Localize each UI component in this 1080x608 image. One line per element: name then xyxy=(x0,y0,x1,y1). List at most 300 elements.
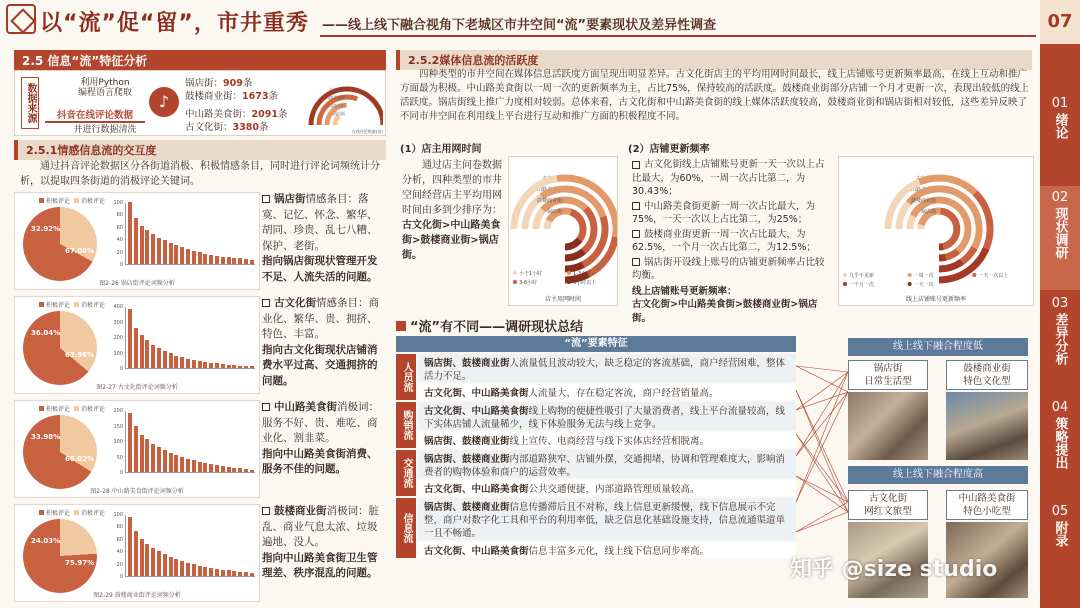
y-tick-label: 50 xyxy=(116,454,123,461)
legend-label: 消极评论 xyxy=(81,510,106,517)
row-lead: 古文化街、中山路美食街 xyxy=(424,406,529,417)
radial-axis-label: 在线评论数量(条) xyxy=(351,129,383,134)
radial-segment xyxy=(939,262,962,269)
sub1-text: 通过店主问卷数据分析，四种类型的市井空间经营店主平均用网时间由多到少排序为： xyxy=(402,160,502,216)
y-tick-label: 400 xyxy=(113,304,123,310)
frequency-bar xyxy=(180,457,184,472)
chart-caption: 店主用网时间 xyxy=(544,296,582,303)
pie-positive-label: 67.08% xyxy=(65,247,95,255)
frequency-bar xyxy=(169,453,173,472)
chart-legend xyxy=(35,196,105,205)
frequency-bar xyxy=(169,353,173,368)
checkbox-icon xyxy=(262,403,270,411)
legend-swatch xyxy=(39,406,44,411)
page-subtitle: ——线上线下融合视角下老城区市井空间“流”要素现状及差异性调查 xyxy=(322,18,717,33)
frequency-bar xyxy=(174,356,178,368)
frequency-bar xyxy=(180,357,184,368)
type-name: 古文化街 xyxy=(868,493,907,504)
legend-dot xyxy=(908,282,912,286)
frequency-bar xyxy=(238,258,242,264)
connector-line xyxy=(796,366,848,372)
table-row xyxy=(418,354,796,382)
radial-segment xyxy=(565,265,583,269)
radial-segment xyxy=(946,251,958,257)
legend-dot xyxy=(972,273,976,277)
radial-label: 锅店街 xyxy=(546,209,562,215)
nav-item-strategy[interactable] xyxy=(1040,400,1080,469)
radial-label: 古文化街 xyxy=(915,176,936,182)
method-line2: 编程语言爬取 xyxy=(77,88,132,98)
frequency-bar xyxy=(198,252,202,264)
frequency-bar xyxy=(192,460,196,472)
checkbox-icon xyxy=(262,299,270,307)
y-tick-label: 40 xyxy=(116,549,123,556)
y-tick-label: 80 xyxy=(116,212,123,219)
row-text: 信息丰富多元化，线上线下信息同步率高。 xyxy=(528,546,710,557)
legend-label: 小于1小时 xyxy=(519,271,543,277)
header-divider xyxy=(320,35,1036,37)
subsection-heading: 2.5.1情感信息流的交互度 xyxy=(14,140,386,160)
y-tick-label: 40 xyxy=(116,237,123,244)
radial-bar xyxy=(335,116,339,125)
legend-dot xyxy=(843,282,847,286)
row-lead: 古文化街、中山路美食街 xyxy=(424,546,529,557)
watermark: 知乎 @size studio xyxy=(790,557,998,582)
frequency-bar xyxy=(209,363,213,368)
frequency-bar xyxy=(244,572,248,576)
legend-label: 6小时以上 xyxy=(573,280,597,286)
legend-label: 积极评论 xyxy=(46,510,71,517)
frequency-bar xyxy=(250,573,254,576)
row-text: 内部道路狭窄、店铺外摆，交通拥堵，协调和管理难度大，影响消费者的购物体验和商户的运营效率。 xyxy=(424,454,786,478)
row-lead: 古文化街、中山路美食街 xyxy=(424,484,529,495)
count-name: 鼓楼商业街 xyxy=(185,91,233,102)
frequency-bar xyxy=(215,569,219,576)
chart-legend xyxy=(35,404,105,413)
nav-item-analysis[interactable] xyxy=(1040,296,1080,365)
frequency-bar xyxy=(238,366,242,368)
nav-item-survey[interactable] xyxy=(1040,186,1080,290)
table-row xyxy=(418,384,796,400)
type-tag xyxy=(946,490,1028,520)
legend-dot xyxy=(567,271,571,275)
bullet-text: 锅店街开设线上账号的店铺更新频率占比较均衡。 xyxy=(632,256,825,281)
type-kind: 网红文旅型 xyxy=(864,506,912,517)
bullet-text: 鼓楼商业街更新一周一次占比最大，为62.5%，一个月一次占比第二，为12.5%； xyxy=(632,228,816,253)
type-kind: 特色文化型 xyxy=(963,376,1011,387)
frequency-bar xyxy=(163,450,167,472)
frequency-bar xyxy=(128,309,132,368)
legend-label: 消极评论 xyxy=(81,302,106,309)
street-name: 锅店街 xyxy=(274,193,306,205)
street-description xyxy=(262,296,386,389)
sentiment-pie xyxy=(23,207,97,281)
frequency-bar xyxy=(250,470,254,473)
category-label: 购销流 xyxy=(401,410,412,440)
frequency-bar xyxy=(157,238,161,264)
radial-segment xyxy=(921,225,922,229)
connector-line xyxy=(796,392,848,410)
legend-label: 一天一次 xyxy=(913,282,934,288)
frequency-bar xyxy=(232,468,236,472)
frequency-bar xyxy=(227,365,231,368)
row-lead: 锅店街、鼓楼商业街 xyxy=(424,358,510,369)
street-photo xyxy=(946,392,1028,460)
frequency-bar xyxy=(244,259,248,264)
radial-label: 鼓楼商业街 xyxy=(910,198,936,204)
summary-title: “流”有不同——调研现状总结 xyxy=(410,320,584,335)
table-row xyxy=(418,480,796,496)
nav-item-appendix[interactable] xyxy=(1040,504,1080,547)
nav-label: 绪论 xyxy=(1052,113,1068,139)
street-conclusion: 指向锅店街现状管理开发不足、人流失活的问题。 xyxy=(262,255,378,283)
legend-dot xyxy=(567,280,571,284)
legend-label: 1-3小时 xyxy=(573,271,592,277)
connector-line xyxy=(796,512,848,532)
radial-segment xyxy=(940,211,956,246)
radial-label: 中山路美食街 xyxy=(531,187,562,193)
connector-line xyxy=(796,476,848,502)
legend-dot xyxy=(513,280,517,284)
frequency-bar xyxy=(215,363,219,368)
street-name: 中山路美食街 xyxy=(274,401,337,413)
frequency-bar xyxy=(203,463,207,472)
checkbox-icon xyxy=(262,507,270,515)
row-text: 信息传播滞后且不对称，线上信息更新缓慢，线下信息展示不完整，商户对数字化工具和平台的利用率低，缺乏信息化基础设施支持，信息流通渠道单一且不畅通。 xyxy=(424,502,786,539)
frequency-bar xyxy=(192,251,196,264)
row-text: 人流量大，存在稳定客流，商户经营销量高。 xyxy=(528,388,719,399)
frequency-bar xyxy=(128,517,132,576)
frequency-bar xyxy=(192,360,196,368)
legend-swatch xyxy=(39,302,44,307)
figure-caption: 图2-27 古文化街评论词频分析 xyxy=(96,384,178,391)
bullet-item xyxy=(632,200,832,227)
street-name: 鼓楼商业街 xyxy=(274,505,327,517)
frequency-bar xyxy=(250,366,254,368)
count-value: 3380 xyxy=(232,122,259,133)
bar-plot-area xyxy=(125,515,255,577)
radial-segment xyxy=(536,210,543,229)
radial-segment xyxy=(939,257,946,258)
street-description xyxy=(262,192,386,285)
sub1-text-block xyxy=(402,158,506,263)
pie-negative-label: 32.92% xyxy=(31,225,61,233)
bullet-item xyxy=(632,158,832,199)
street-chart xyxy=(14,400,260,498)
street-conclusion: 指向古文化街现状店铺消费水平过高、交通拥挤的问题。 xyxy=(262,343,378,387)
y-tick-label: 200 xyxy=(113,408,123,414)
count-unit: 条 xyxy=(277,109,288,120)
count-unit: 条 xyxy=(242,78,253,89)
frequency-bar xyxy=(186,359,190,368)
count-name: 锅店街 xyxy=(185,78,214,89)
category-cell xyxy=(396,402,416,448)
frequency-bar xyxy=(215,465,219,472)
row-lead: 锅店街、鼓楼商业街 xyxy=(424,436,510,447)
radial-segment xyxy=(565,251,584,258)
legend-swatch xyxy=(39,198,44,203)
legend-swatch xyxy=(74,406,79,411)
count-value: 2091 xyxy=(251,109,278,120)
y-tick-label: 100 xyxy=(113,350,123,357)
radial-segment xyxy=(939,247,943,248)
y-tick-label: 80 xyxy=(116,524,123,531)
frequency-bar xyxy=(221,570,225,576)
frequency-bar xyxy=(203,254,207,265)
category-label: 人员流 xyxy=(401,362,412,392)
type-tag xyxy=(946,360,1028,390)
street-keywords: 情感条目：商业化、繁华、贵、拥挤、特色、丰富。 xyxy=(262,297,379,340)
frequency-bar xyxy=(180,247,184,264)
legend-label: 一周一次 xyxy=(913,273,934,279)
usage-time-radial-chart xyxy=(509,157,617,305)
nav-number: 04 xyxy=(1051,400,1069,415)
street-conclusion: 指向中山路美食街卫生管理差、秩序混乱的问题。 xyxy=(262,551,378,579)
frequency-bar xyxy=(140,226,144,264)
street-keywords: 消极词：服务不好、贵、难吃、商业化、割韭菜。 xyxy=(262,401,379,444)
nav-label: 差异分析 xyxy=(1052,313,1068,365)
frequency-bar xyxy=(198,462,202,472)
usage-time-chart-panel xyxy=(508,156,618,306)
pie-positive-label: 63.96% xyxy=(65,351,95,359)
frequency-bar xyxy=(140,435,144,472)
count-name: 古文化街 xyxy=(185,122,224,133)
legend-label: 积极评论 xyxy=(46,406,71,413)
chart-legend xyxy=(35,300,105,309)
y-tick-label: 20 xyxy=(116,249,123,256)
frequency-bar xyxy=(209,255,213,264)
pie-positive-label: 75.97% xyxy=(65,559,95,567)
pie-negative-label: 36.04% xyxy=(31,329,61,337)
nav-number: 02 xyxy=(1051,190,1069,205)
checkbox-icon xyxy=(632,202,640,210)
nav-label: 附录 xyxy=(1052,521,1068,547)
row-text: 线上购物的便捷性吸引了大量消费者，线上平台流量较高，线下实体店铺人流量稀少，线下体验服务无法与线上竞争。 xyxy=(424,406,786,430)
frequency-bar xyxy=(198,361,202,368)
radial-label: 锅店街 xyxy=(920,209,936,215)
y-tick-label: 20 xyxy=(116,561,123,568)
count-value: 1673 xyxy=(242,91,269,102)
street-keywords: 情感条目：落寞、记忆、怀念、繁华、胡同、珍贵、乱七八糟、保护、老街。 xyxy=(262,193,378,252)
frequency-bar xyxy=(169,243,173,264)
data-source-panel xyxy=(14,70,386,136)
media-intro-text: 四种类型的市井空间在媒体信息活跃度方面呈现出明显差异。古文化街店主的平均用网时间最长，线上店铺账号更新频率最高，在线上互动和推广方面最为积极。中山路美食街以一周一次的更新频率为主，占比75%，保持较高的活跃度。鼓楼商业街部分店铺一个月才更新一次，表现出较低的线上活跃度。锅店街线上推广力度相对较弱。总体来看，古文化街和中山路美食街的线上媒体活跃度较高，鼓楼商业街和锅店街相对较低，这些差异反映了不同市井空间在利用线上平台进行互动和推广方面的积极程度不同。 xyxy=(400,69,1030,122)
sub2-title: (2）店铺更新频率 xyxy=(628,144,710,155)
bullet-text: 中山路美食街更新一周一次占比最大，为75%，一天一次以上占比第二，为25%； xyxy=(632,200,816,225)
count-name: 中山路美食街 xyxy=(185,109,243,120)
subsection-heading: 2.5.2媒体信息流的活跃度 xyxy=(396,50,1032,70)
frequency-bar xyxy=(203,362,207,368)
connector-line xyxy=(796,434,848,502)
radial-label: 鼓楼商业街 xyxy=(325,103,345,108)
y-tick-label: 0 xyxy=(119,470,123,476)
checkbox-icon xyxy=(632,161,640,169)
update-frequency-chart-panel xyxy=(838,156,1034,306)
low-integration-label: 线上线下融合程度低 xyxy=(848,338,1028,356)
bar-plot-area xyxy=(125,411,255,473)
count-unit: 条 xyxy=(258,122,269,133)
legend-label: 积极评论 xyxy=(46,198,71,205)
checkbox-icon xyxy=(632,258,640,266)
y-tick-label: 0 xyxy=(119,366,123,372)
frequency-bar xyxy=(227,467,231,472)
frequency-bar xyxy=(134,218,138,265)
street-description xyxy=(262,504,386,582)
y-tick-label: 60 xyxy=(116,224,123,231)
type-tag xyxy=(848,490,928,520)
update-frequency-bullets xyxy=(632,158,832,325)
high-integration-label: 线上线下融合程度高 xyxy=(848,466,1028,484)
legend-swatch xyxy=(74,198,79,203)
chapter-sidebar xyxy=(1040,0,1080,608)
frequency-bar xyxy=(186,249,190,264)
street-description xyxy=(262,400,386,478)
frequency-bar xyxy=(128,413,132,472)
frequency-bar xyxy=(186,459,190,472)
y-tick-label: 0 xyxy=(119,262,123,268)
frequency-bar xyxy=(198,566,202,577)
radial-segment xyxy=(565,240,580,247)
frequency-bar xyxy=(221,466,225,472)
nav-item-intro[interactable] xyxy=(1040,96,1080,139)
table-row xyxy=(418,402,796,430)
y-tick-label: 200 xyxy=(113,335,123,341)
sub1-result: 古文化街>中山路美食街>鼓楼商业街>锅店街。 xyxy=(402,220,501,261)
table-row xyxy=(418,542,796,558)
nav-number: 01 xyxy=(1051,96,1069,111)
row-lead: 锅店街、鼓楼商业街 xyxy=(424,454,510,465)
frequency-bar xyxy=(238,468,242,472)
page-header xyxy=(0,0,1040,44)
legend-dot xyxy=(843,273,847,277)
radial-label: 古文化街 xyxy=(541,176,562,182)
frequency-bar xyxy=(151,234,155,264)
table-row xyxy=(418,498,796,540)
street-chart xyxy=(14,192,260,290)
y-tick-label: 60 xyxy=(116,536,123,543)
row-text: 线上宣传、电商经营与线下实体店经营相脱离。 xyxy=(509,436,710,447)
type-kind: 日常生活型 xyxy=(864,376,912,387)
frequency-bar xyxy=(163,351,167,368)
nav-label: 策略提出 xyxy=(1052,417,1068,469)
summary-result: 古文化街>中山路美食街>鼓楼商业街>锅店街。 xyxy=(632,299,818,324)
frequency-bar xyxy=(157,551,161,576)
frequency-bar xyxy=(151,444,155,472)
radial-label: 古文化街 xyxy=(329,87,345,92)
connector-line xyxy=(796,502,848,532)
frequency-bar xyxy=(221,257,225,264)
y-tick-label: 150 xyxy=(113,423,123,430)
frequency-bar xyxy=(238,572,242,576)
comment-counts: 锅店街：909条 鼓楼商业街：1673条 中山路美食街：2091条 古文化街：3380条 xyxy=(185,78,288,133)
radial-label: 中山路美食街 xyxy=(321,95,345,100)
frequency-bar xyxy=(134,531,138,576)
platform-label: 抖音在线评论数据 xyxy=(45,107,145,123)
category-label: 信息流 xyxy=(401,513,412,543)
nav-label: 现状调研 xyxy=(1052,207,1068,259)
comment-count-radial-chart xyxy=(299,73,383,135)
bar-plot-area xyxy=(125,307,255,369)
frequency-bar xyxy=(128,202,132,264)
row-text: 人流量低且波动较大，缺乏稳定的客流基础，商户经营困难，整体活力不足。 xyxy=(424,358,786,382)
table-header: “流”要素特征 xyxy=(396,336,796,352)
square-bullet-icon xyxy=(396,321,406,331)
y-tick-label: 100 xyxy=(113,200,123,206)
type-kind: 特色小吃型 xyxy=(963,506,1011,517)
count-unit: 条 xyxy=(268,91,278,102)
frequency-bar xyxy=(232,571,236,576)
row-lead: 锅店街、鼓楼商业街 xyxy=(424,502,510,513)
frequency-bar xyxy=(244,366,248,368)
legend-dot xyxy=(513,271,517,275)
frequency-bar xyxy=(163,240,167,264)
category-cell xyxy=(396,450,416,496)
street-photo xyxy=(848,392,928,460)
legend-label: 消极评论 xyxy=(81,406,106,413)
table-row xyxy=(418,432,796,448)
nav-number: 03 xyxy=(1051,296,1069,311)
chart-caption: 线上店铺账号更新频率 xyxy=(905,296,967,303)
process-label: 并进行数据清洗 xyxy=(73,125,137,135)
legend-label: 一天一次以上 xyxy=(978,273,1009,279)
summary-label: 线上店铺账号更新频率： xyxy=(632,285,737,297)
bullet-text: 古文化街线上店铺账号更新一天一次以上占比最大，为60%，一周一次占比第二，为30.43%； xyxy=(632,159,825,197)
street-keywords: 消极词：脏乱、商业气息太浓、垃圾遍地、没人。 xyxy=(262,505,379,548)
sentiment-pie xyxy=(23,311,97,385)
frequency-bar xyxy=(250,260,254,264)
frequency-bar xyxy=(151,548,155,576)
legend-swatch xyxy=(74,302,79,307)
frequency-bar xyxy=(134,328,138,368)
frequency-bar xyxy=(157,348,161,368)
bullet-item xyxy=(632,228,832,255)
frequency-bar xyxy=(157,447,161,472)
frequency-bar xyxy=(227,570,231,576)
sub1-title: (1）店主用网时间 xyxy=(400,144,482,155)
frequency-bar xyxy=(186,563,190,576)
type-tag xyxy=(848,360,928,390)
data-source-label: 数据来源 xyxy=(21,77,39,129)
legend-swatch xyxy=(74,510,79,515)
frequency-bar xyxy=(244,469,248,472)
type-name: 中山路美食街 xyxy=(958,493,1016,504)
frequency-bar xyxy=(232,365,236,368)
bar-plot-area xyxy=(125,203,255,265)
frequency-bar xyxy=(151,345,155,368)
frequency-bar xyxy=(174,245,178,264)
pie-negative-label: 24.03% xyxy=(31,537,61,545)
section-heading: 2.5 信息“流”特征分析 xyxy=(14,50,386,71)
street-chart xyxy=(14,296,260,394)
category-cell xyxy=(396,354,416,400)
legend-dot xyxy=(908,273,912,277)
frequency-bar xyxy=(145,230,149,264)
chart-legend xyxy=(35,508,105,517)
page-number: 07 xyxy=(1040,0,1080,44)
method-line1: 利用Python xyxy=(80,78,130,88)
y-tick-label: 300 xyxy=(113,319,123,326)
intro-text: 通过抖音评论数据区分各街道消极、积极情感条目，同时进行评论词频统计分析，以提取四条街道的消极评论关键词。 xyxy=(20,161,380,187)
frequency-bar xyxy=(140,539,144,576)
frequency-bar xyxy=(221,364,225,368)
radial-label: 鼓楼商业街 xyxy=(536,198,562,204)
page-title: 以“流”促“留”，市井重秀 xyxy=(40,11,309,36)
frequency-bar xyxy=(140,335,144,368)
frequency-bar xyxy=(203,567,207,576)
street-name: 古文化街 xyxy=(274,297,316,309)
radial-segment xyxy=(547,221,549,229)
legend-swatch xyxy=(39,510,44,515)
